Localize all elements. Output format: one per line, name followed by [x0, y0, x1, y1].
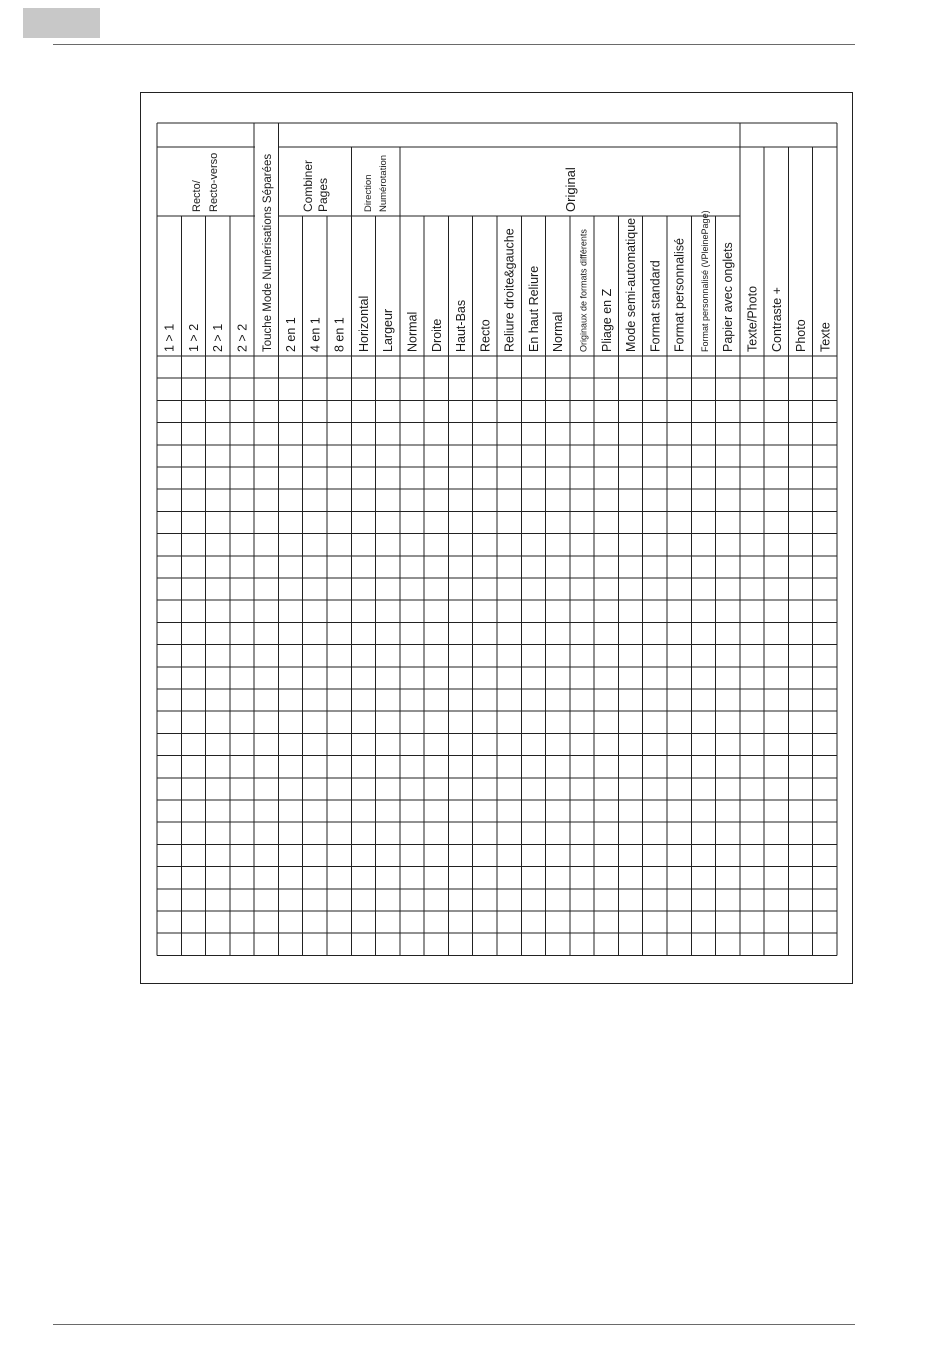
- column-header-label: Format personnalisé: [672, 238, 687, 352]
- column-header-label: Mode semi-automatique: [624, 217, 639, 352]
- column-header-label: Reliure droite&gauche: [502, 228, 517, 352]
- column-header-label: Recto: [478, 319, 493, 352]
- column-header-label: Droite: [429, 318, 444, 352]
- column-header-label: 2 > 1: [211, 323, 226, 352]
- column-header-label: Papier avec onglets: [721, 242, 736, 352]
- column-header-label: 2 > 2: [235, 323, 250, 352]
- column-header-label: En haut Reliure: [526, 265, 541, 352]
- column-header-label: Touche Mode Numérisations Séparées: [261, 153, 274, 352]
- column-header-label: Horizontal: [356, 295, 371, 352]
- column-header-label: Largeur: [381, 308, 396, 352]
- group-label-original: Original: [563, 167, 578, 212]
- column-header-label: Format personnalisé (\/PleinePage): [699, 210, 710, 352]
- column-header-label: Photo: [794, 319, 809, 352]
- column-header-label: Contraste +: [769, 287, 784, 352]
- column-header-label: 4 en 1: [308, 317, 323, 352]
- group-label-combine: Pages: [316, 177, 330, 212]
- column-header-label: Normal: [405, 311, 420, 352]
- group-label-duplex: Recto-verso: [208, 152, 220, 212]
- column-header-label: 2 en 1: [284, 317, 299, 352]
- column-header-label: 1 > 1: [162, 323, 177, 352]
- group-label-numbering: Numérotation: [378, 154, 389, 212]
- group-label-duplex: Recto/: [191, 180, 203, 212]
- column-header-label: Pliage en Z: [599, 288, 614, 352]
- column-header-label: Texte/Photo: [745, 285, 760, 352]
- column-header-label: 1 > 2: [186, 323, 201, 352]
- column-header-label: 8 en 1: [332, 317, 347, 352]
- column-header-label: Originaux de formats différents: [578, 229, 589, 352]
- footer-rule: [53, 1324, 855, 1325]
- column-header-label: Format standard: [648, 260, 663, 352]
- column-header-label: Texte: [818, 322, 833, 352]
- group-label-combine: Combiner: [301, 159, 315, 212]
- group-label-numbering: Direction: [363, 174, 374, 212]
- column-header-label: Normal: [551, 311, 566, 352]
- column-header-label: Haut-Bas: [454, 299, 469, 352]
